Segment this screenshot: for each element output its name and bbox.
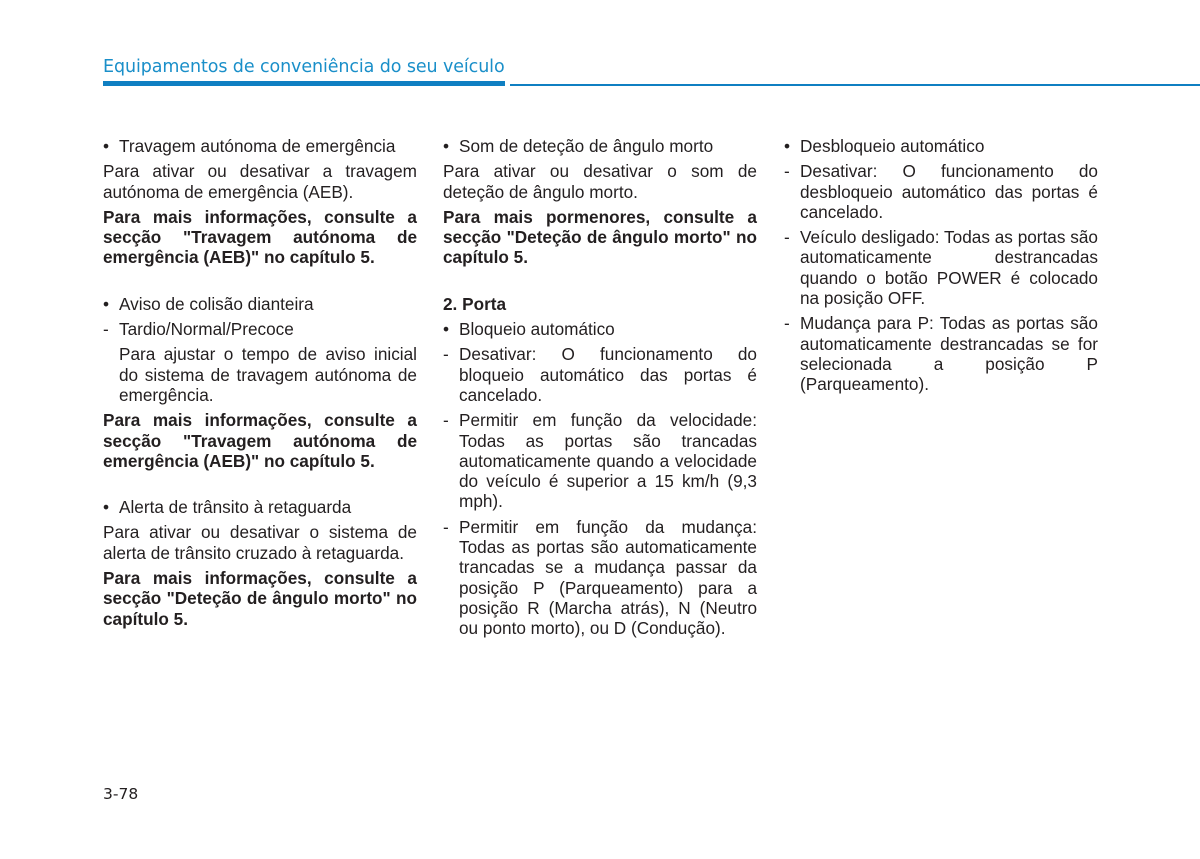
bullet-item — [103, 294, 417, 314]
bullet-mark: • — [103, 293, 110, 314]
dash-text: Permitir em função da velocidade: Todas as portas são trancadas automaticamente quando a velocidade do veículo é superior a 15 km/h (9,3 mph). — [459, 410, 757, 512]
paragraph: Para ativar ou desativar o sistema de alerta de trânsito cruzado à retaguarda. — [103, 522, 417, 563]
bullet-item — [443, 136, 757, 156]
column-left — [103, 136, 417, 629]
bullet-text: Travagem autónoma de emergência — [119, 136, 396, 156]
bullet-mark: • — [784, 136, 791, 156]
reference-note: Para mais pormenores, consulte a secção "Deteção de ângulo morto" no capítulo 5. — [443, 206, 757, 268]
dash-text: Veículo desligado: Todas as portas são automaticamente destrancadas quando o botão POWER é colocado na posição OFF. — [800, 227, 1098, 309]
bullet-text: Alerta de trânsito à retaguarda — [119, 497, 352, 518]
paragraph: Para ativar ou desativar o som de deteção de ângulo morto. — [443, 161, 757, 202]
bullet-item — [784, 136, 1098, 156]
reference-note: Para mais informações, consulte a secção "Travagem autónoma de emergência (AEB)" no capítulo 5. — [103, 410, 417, 471]
dash-mark: - — [784, 161, 790, 182]
column-right — [784, 136, 1098, 395]
bullet-mark: • — [443, 136, 450, 156]
dash-item — [784, 313, 1098, 394]
dash-text: Permitir em função da mudança: Todas as portas são automaticamente trancadas se a mudança passar da posição P (Parqueamento) para a posição R (Marcha atrás), N (Neutro ou ponto morto), ou D (Condução). — [459, 516, 757, 639]
bullet-item — [103, 497, 417, 517]
bullet-text: Som de deteção de ângulo morto — [459, 136, 714, 156]
section-header-title: Equipamentos de conveniência do seu veículo — [103, 57, 505, 77]
section-heading: 2. Porta — [443, 293, 507, 314]
bullet-mark: • — [443, 319, 450, 340]
indented-paragraph — [103, 344, 417, 405]
reference-note: Para mais informações, consulte a secção "Deteção de ângulo morto" no capítulo 5. — [103, 568, 417, 629]
dash-item — [103, 319, 417, 339]
header-rule-thin — [510, 84, 1200, 86]
bullet-text: Bloqueio automático — [459, 319, 615, 340]
bullet-text: Desbloqueio automático — [800, 136, 985, 156]
bullet-mark: • — [103, 136, 110, 156]
dash-item — [443, 344, 757, 405]
dash-text: Desativar: O funcionamento do bloqueio automático das portas é cancelado. — [459, 344, 757, 405]
dash-mark: - — [784, 227, 790, 248]
header-rule-thick — [103, 81, 505, 86]
reference-note: Para mais informações, consulte a secção "Travagem autónoma de emergência (AEB)" no capítulo 5. — [103, 206, 417, 268]
dash-mark: - — [443, 344, 449, 365]
bullet-text: Aviso de colisão dianteira — [119, 293, 314, 314]
dash-item — [443, 410, 757, 511]
paragraph: Para ativar ou desativar a travagem autónoma de emergência (AEB). — [103, 161, 417, 202]
dash-text: Tardio/Normal/Precoce — [119, 319, 294, 340]
dash-mark: - — [103, 319, 109, 340]
dash-mark: - — [443, 410, 449, 431]
bullet-mark: • — [103, 497, 110, 518]
bullet-item — [443, 319, 757, 339]
dash-mark: - — [784, 313, 790, 334]
page-number: 3-78 — [103, 785, 139, 803]
bullet-item — [103, 136, 417, 156]
dash-text: Mudança para P: Todas as portas são automaticamente destrancadas se for selecionada a posição P (Parqueamento). — [800, 313, 1098, 395]
dash-item — [443, 517, 757, 639]
dash-item — [784, 227, 1098, 308]
column-middle — [443, 136, 757, 639]
dash-item — [784, 161, 1098, 222]
dash-mark: - — [443, 516, 449, 537]
indented-text: Para ajustar o tempo de aviso inicial do sistema de travagem autónoma de emergência. — [119, 344, 417, 405]
dash-text: Desativar: O funcionamento do desbloqueio automático das portas é cancelado. — [800, 161, 1098, 222]
